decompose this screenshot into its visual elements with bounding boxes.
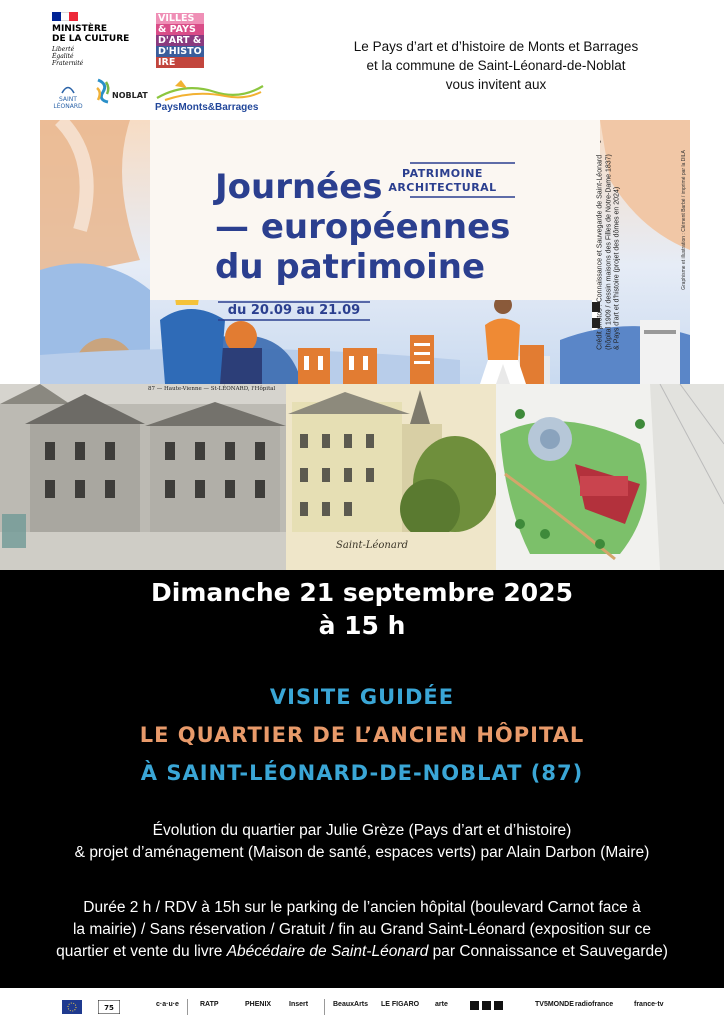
devise-3: Fraternité xyxy=(52,60,84,67)
practical-line-1: Durée 2 h / RDV à 15h sur le parking de l’ancien hôpital (boulevard Carnot face à xyxy=(83,899,641,916)
partner-tv5monde: TV5MONDE xyxy=(535,1001,574,1008)
partner-separator xyxy=(187,999,188,1015)
postcard-caption: 87 — Haute-Vienne — St-LÉONARD, l'Hôpital xyxy=(148,386,276,392)
practical-line-3-end: par Connaissance et Sauvegarde) xyxy=(428,943,668,960)
partner-arte: arte xyxy=(435,1001,448,1008)
devise-1: Liberté xyxy=(52,46,75,53)
partner-insert: Insert xyxy=(289,1001,309,1008)
practical-info xyxy=(0,897,724,963)
header xyxy=(0,0,724,118)
villes-pays-art-histoire-logo xyxy=(156,13,204,69)
eu-flag-icon xyxy=(62,1000,82,1014)
social-icons xyxy=(470,1001,506,1011)
credit-line-1: Crédit photos : Connaissance et Sauvegarde de Saint-Léonard xyxy=(596,154,604,350)
partner-ratp: RATP xyxy=(200,1001,219,1008)
villes-line-4: D'HISTO xyxy=(156,46,204,57)
devise-2: Égalité xyxy=(52,53,74,60)
villes-line-1: VILLES xyxy=(156,13,204,24)
event-date-block xyxy=(0,576,724,642)
photo-credit-text xyxy=(596,154,622,350)
invite-line-3: vous invitent aux xyxy=(445,77,547,92)
anniversary-logo-icon xyxy=(98,1000,120,1014)
speakers-description xyxy=(0,820,724,864)
drawing-caption: Saint-Léonard xyxy=(336,540,409,551)
credit-line-3: & Pays d’art et d’histoire (projet des dômes en 2024) xyxy=(613,186,621,350)
description-line-1: Évolution du quartier par Julie Grèze (Pays d’art et d’histoire) xyxy=(152,822,572,839)
noblat-logo-text: NOBLAT xyxy=(112,91,148,100)
event-date: Dimanche 21 septembre 2025 xyxy=(151,578,573,607)
visit-subtitle: LE QUARTIER DE L’ANCIEN HÔPITAL xyxy=(139,723,585,747)
visit-title: VISITE GUIDÉE xyxy=(269,685,455,709)
pays-monts-barrages-logo xyxy=(155,78,275,118)
pmb-logo-text: PaysMonts&Barrages xyxy=(155,102,259,113)
french-flag-icon xyxy=(52,12,78,21)
partner-caue: c·a·u·e xyxy=(156,1001,179,1008)
banner-label-bottom: ARCHITECTURAL xyxy=(388,181,497,194)
ministere-name-2: DE LA CULTURE xyxy=(52,34,130,44)
partner-francetv: france·tv xyxy=(634,1001,664,1008)
svg-text:75: 75 xyxy=(104,1004,114,1012)
graphisme-credit: Graphisme et illustration : Clément Barbé / imprimé par la DILA xyxy=(681,150,687,290)
photo-strip xyxy=(0,384,724,570)
partner-phenix: PHENIX xyxy=(245,1001,272,1008)
pmb-swoosh-icon xyxy=(155,78,265,102)
practical-line-3-start: quartier et vente du livre xyxy=(56,943,227,960)
villes-line-3: D'ART & xyxy=(156,35,204,46)
invitation-text xyxy=(318,37,674,94)
saint-leonard-logo-text: SAINT LÉONARD xyxy=(53,96,83,110)
villes-line-5: IRE xyxy=(156,57,204,68)
partner-radiofrance: radiofrance xyxy=(575,1001,614,1008)
banner-dates: du 20.09 au 21.09 xyxy=(227,303,361,318)
partner-figaro: LE FIGARO xyxy=(381,1001,420,1008)
banner-label-top: PATRIMOINE xyxy=(402,167,483,180)
saint-leonard-emblem-icon xyxy=(61,84,75,94)
noblat-emblem-icon xyxy=(94,78,112,104)
practical-line-2: la mairie) / Sans réservation / Gratuit / fin au Grand Saint-Léonard (exposition sur ce xyxy=(72,921,652,938)
ministere-culture-logo xyxy=(52,12,144,67)
book-title: Abécédaire de Saint-Léonard xyxy=(226,943,429,960)
saint-leonard-logo xyxy=(48,84,88,110)
invite-line-1: Le Pays d’art et d’histoire de Monts et Barrages xyxy=(353,39,639,54)
banner-title-line-3: du patrimoine xyxy=(215,247,486,287)
banner-title-line-2: — européennes xyxy=(215,207,511,247)
jep-banner xyxy=(40,120,690,384)
banner-title-line-1: Journées xyxy=(215,167,383,207)
invite-line-2: et la commune de Saint-Léonard-de-Noblat xyxy=(366,58,626,73)
credit-line-2: (hôpital 1909 / dessin maisons des Filles de Notre-Dame 1837) xyxy=(604,154,612,350)
villes-line-2: & PAYS xyxy=(156,24,204,35)
ministere-name-1: MINISTÈRE xyxy=(52,24,108,34)
practical-line-3 xyxy=(0,941,724,963)
description-line-2: & projet d’aménagement (Maison de santé, espaces verts) par Alain Darbon (Maire) xyxy=(74,844,650,861)
event-time: à 15 h xyxy=(318,611,406,640)
partner-beauxarts: BeauxArts xyxy=(333,1001,369,1008)
partner-separator xyxy=(324,999,325,1015)
partner-logos xyxy=(0,990,724,1024)
visit-place: À SAINT-LÉONARD-DE-NOBLAT (87) xyxy=(140,761,584,785)
